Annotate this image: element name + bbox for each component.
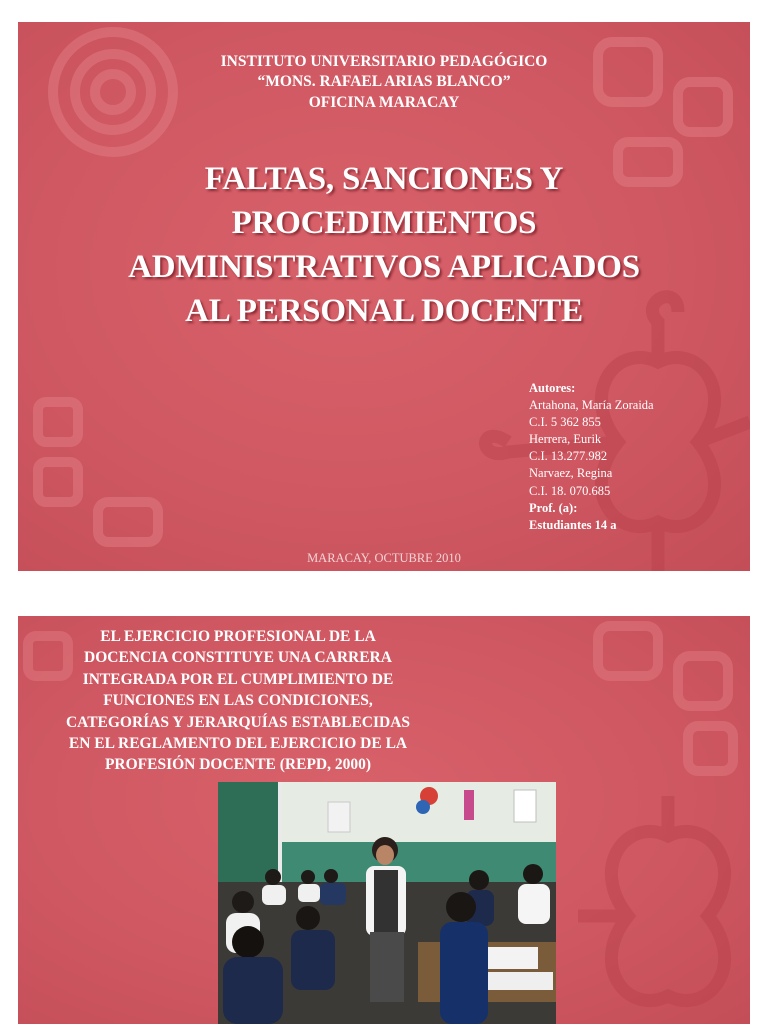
content-slide <box>18 616 750 1024</box>
students-label: Estudiantes 14 a <box>529 517 617 532</box>
office-name: OFICINA MARACAY <box>308 94 460 111</box>
author-line: Artahona, María Zoraida <box>529 398 654 413</box>
authors-block <box>529 380 739 534</box>
title-slide <box>18 22 750 571</box>
classroom-photo-illustration <box>218 782 556 1024</box>
institute-subtitle: “MONS. RAFAEL ARIAS BLANCO” <box>257 73 511 90</box>
body-text-line: EL EJERCICIO PROFESIONAL DE LA <box>100 628 376 645</box>
institute-name: INSTITUTO UNIVERSITARIO PEDAGÓGICO <box>220 53 548 70</box>
slide-body-text <box>23 626 453 776</box>
slide-footer-date: MARACAY, OCTUBRE 2010 <box>307 551 461 565</box>
slide-title-line: PROCEDIMIENTOS <box>231 205 537 241</box>
body-text-line: DOCENCIA CONSTITUYE UNA CARRERA <box>84 649 392 667</box>
classroom-photo <box>218 782 556 1024</box>
body-text-line: EN EL REGLAMENTO DEL EJERCICIO DE LA <box>68 735 408 753</box>
authors-heading: Autores: <box>529 381 576 395</box>
professor-label: Prof. (a): <box>529 500 578 515</box>
body-text-line: CATEGORÍAS Y JERARQUÍAS ESTABLECIDAS <box>65 713 411 731</box>
slide-title-line: ADMINISTRATIVOS APLICADOS <box>128 249 640 285</box>
slide-title-line: AL PERSONAL DOCENTE <box>185 293 583 329</box>
body-text-line: PROFESIÓN DOCENTE (REPD, 2000) <box>104 756 372 774</box>
author-line: C.I. 18. 070.685 <box>529 483 611 498</box>
author-line: Herrera, Eurik <box>529 432 602 447</box>
author-line: Narvaez, Regina <box>529 466 613 481</box>
author-line: C.I. 5 362 855 <box>529 415 601 430</box>
slide-title-line: FALTAS, SANCIONES Y <box>204 161 564 197</box>
body-text-line: INTEGRADA POR EL CUMPLIMIENTO DE <box>82 670 394 688</box>
body-text-line: FUNCIONES EN LAS CONDICIONES, <box>103 692 373 710</box>
author-line: C.I. 13.277.982 <box>529 449 608 464</box>
